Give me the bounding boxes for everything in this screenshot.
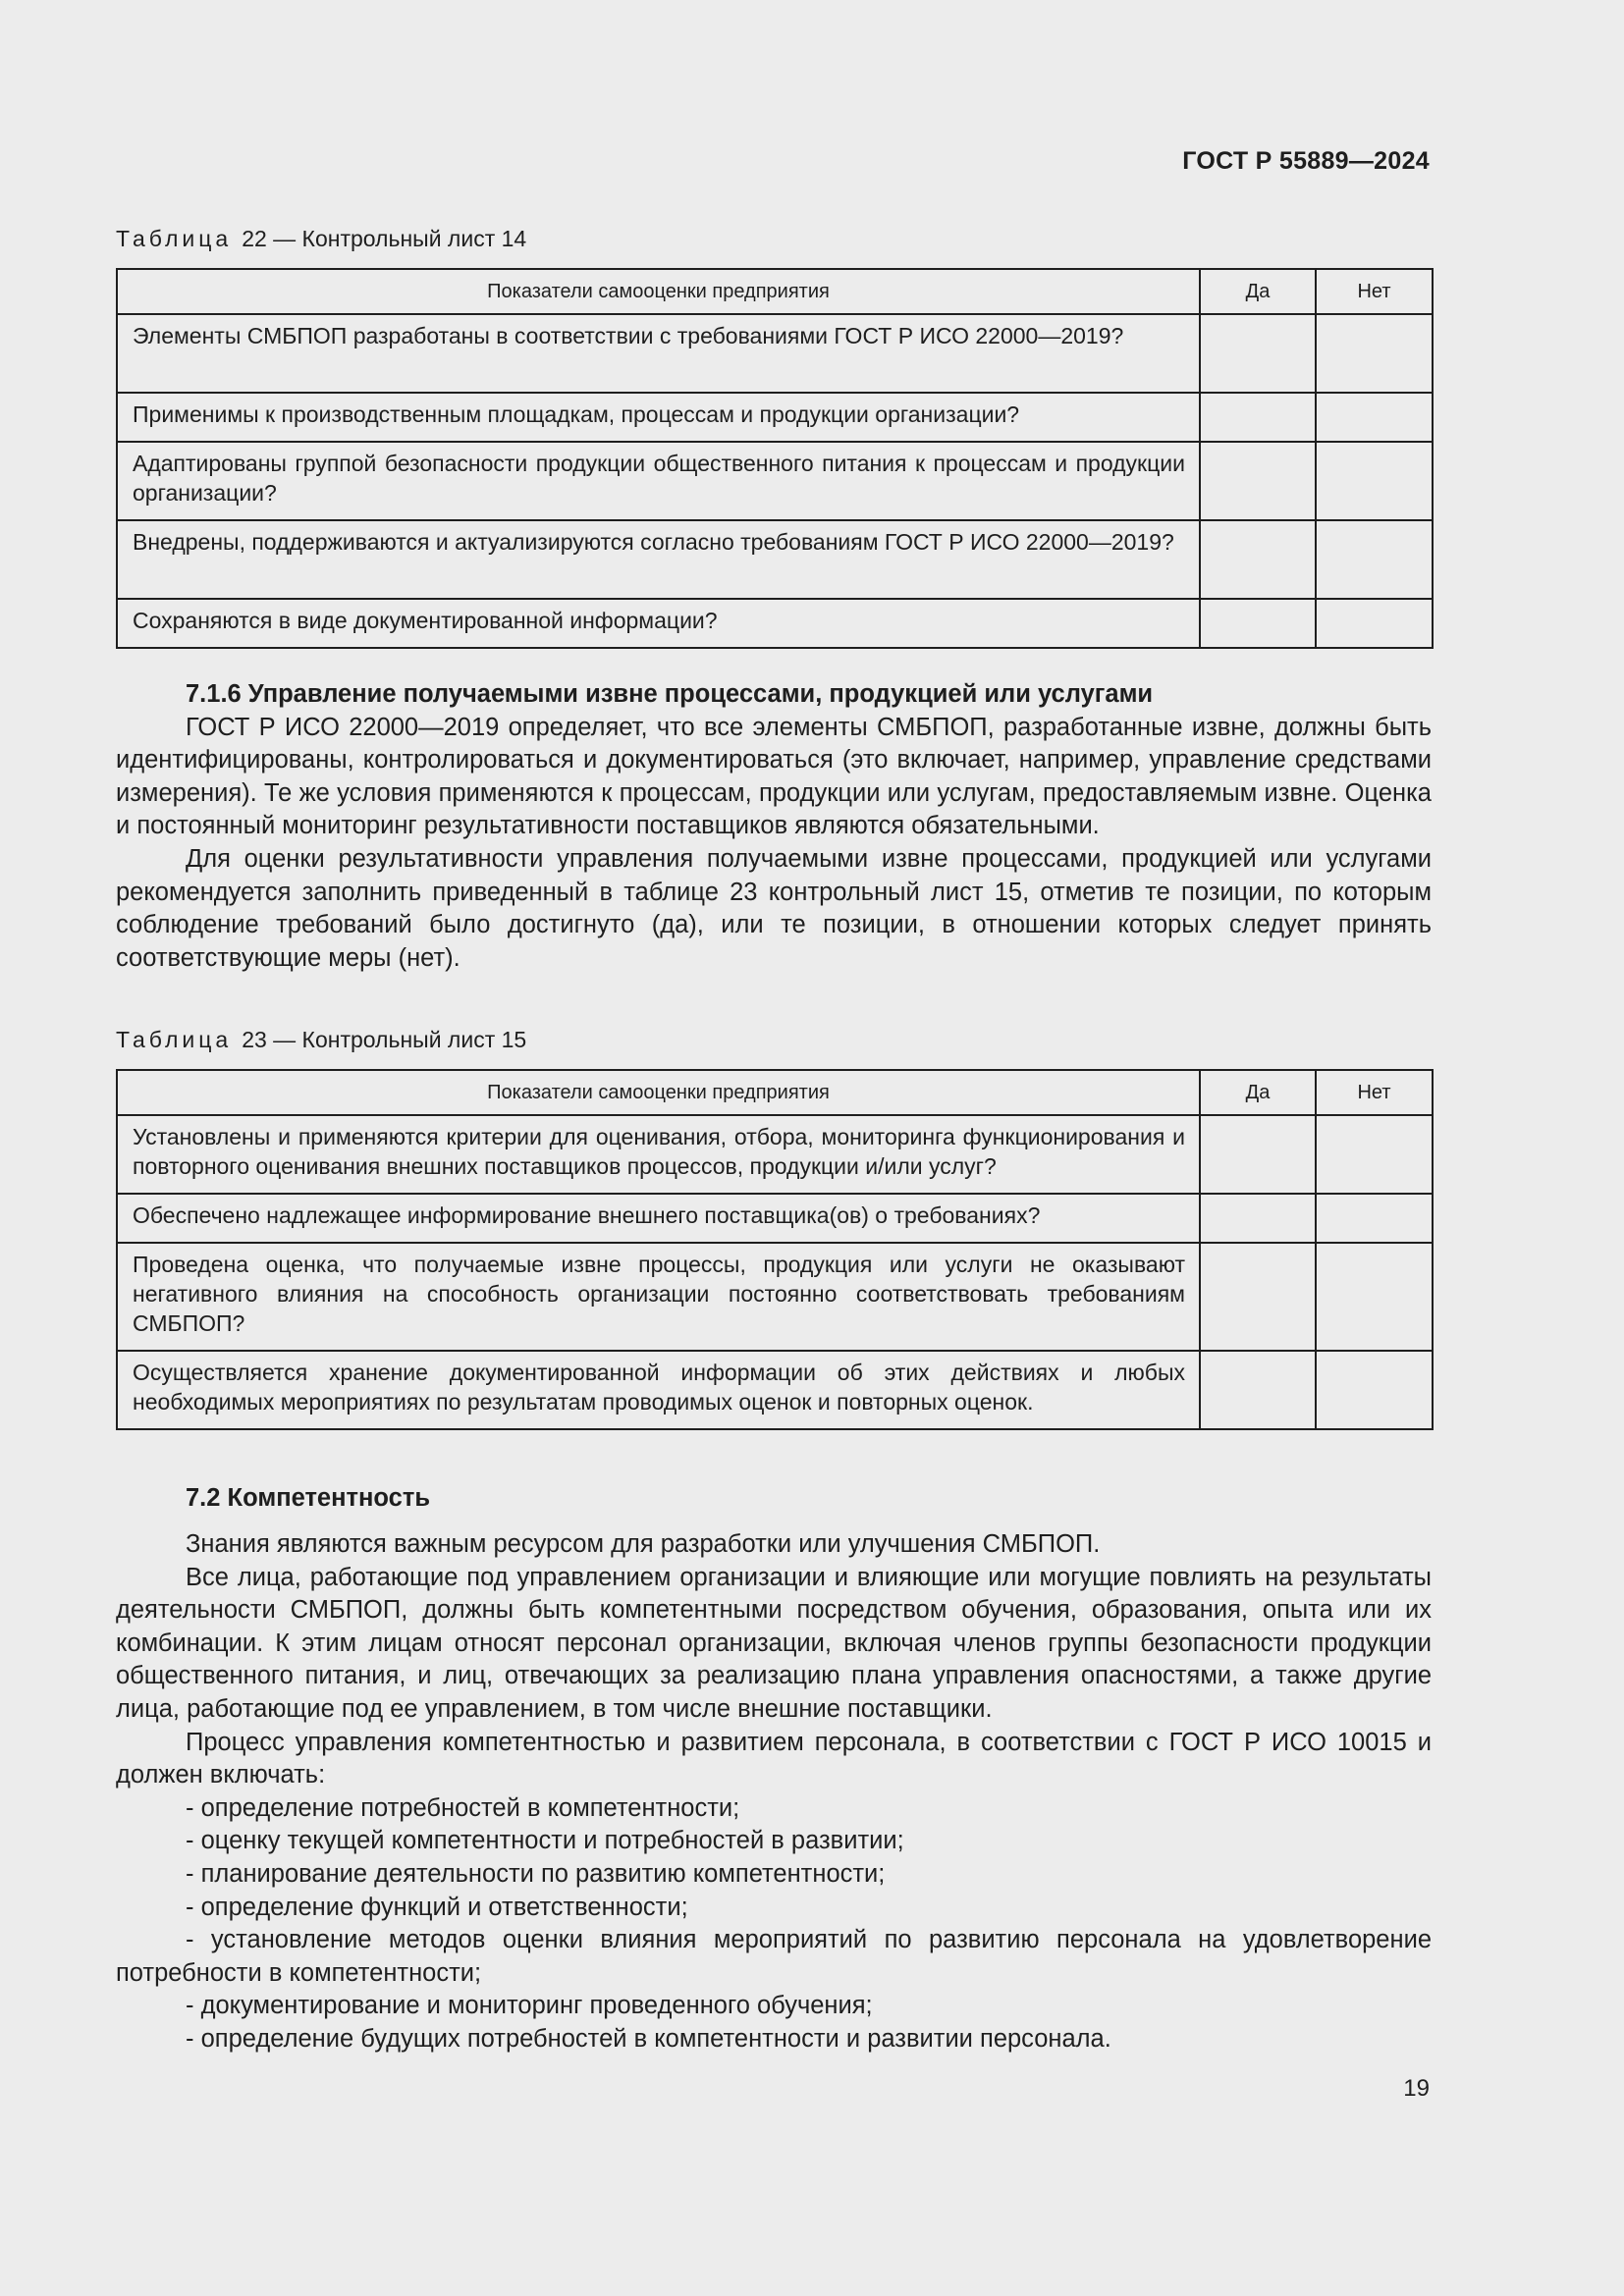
no-checkbox-cell[interactable] bbox=[1316, 1194, 1433, 1243]
table-row bbox=[117, 393, 1433, 442]
column-header-indicators: Показатели самооценки предприятия bbox=[117, 269, 1200, 314]
question-cell: Сохраняются в виде документированной информации? bbox=[117, 599, 1200, 648]
list-item: - определение будущих потребностей в компетентности и развитии персонала. bbox=[186, 2024, 1111, 2053]
table-row bbox=[117, 599, 1433, 648]
no-checkbox-cell[interactable] bbox=[1316, 1115, 1433, 1194]
section-7-1-6 bbox=[116, 678, 1432, 975]
page-number: 19 bbox=[1403, 2075, 1430, 2102]
column-header-no: Нет bbox=[1316, 269, 1433, 314]
table-row bbox=[117, 1194, 1433, 1243]
no-checkbox-cell[interactable] bbox=[1316, 1351, 1433, 1429]
list-item: - оценку текущей компетентности и потребностей в развитии; bbox=[186, 1827, 904, 1855]
paragraph: Знания являются важным ресурсом для разработки или улучшения СМБПОП. bbox=[186, 1530, 1101, 1558]
no-checkbox-cell[interactable] bbox=[1316, 314, 1433, 393]
column-header-no: Нет bbox=[1316, 1070, 1433, 1115]
yes-checkbox-cell[interactable] bbox=[1200, 599, 1316, 648]
question-cell: Проведена оценка, что получаемые извне процессы, продукция или услуги не оказывают негативного влияния на способность организации постоянно соответствовать требованиям СМБПОП? bbox=[117, 1243, 1200, 1351]
table-row bbox=[117, 314, 1433, 393]
column-header-yes: Да bbox=[1200, 269, 1316, 314]
table22-caption-prefix: Таблица bbox=[116, 226, 233, 251]
yes-checkbox-cell[interactable] bbox=[1200, 1351, 1316, 1429]
paragraph: Все лица, работающие под управлением организации и влияющие или могущие повлиять на результаты деятельности СМБПОП, должны быть компетентными посредством обучения, образования, опыта или их комбинации. К этим лицам относят персонал организации, включая членов группы безопасности продукции общественного питания, и лиц, отвечающих за реализацию плана управления опасностями, а также другие лица, работающие под ее управлением, в том числе внешние поставщики. bbox=[116, 1563, 1432, 1723]
table-row bbox=[117, 442, 1433, 520]
question-cell: Внедрены, поддерживаются и актуализируются согласно требованиям ГОСТ Р ИСО 22000—2019? bbox=[117, 520, 1200, 599]
no-checkbox-cell[interactable] bbox=[1316, 599, 1433, 648]
table23-caption-prefix: Таблица bbox=[116, 1027, 233, 1052]
question-cell: Обеспечено надлежащее информирование внешнего поставщика(ов) о требованиях? bbox=[117, 1194, 1200, 1243]
table22-caption-title: 22 — Контрольный лист 14 bbox=[242, 226, 527, 251]
table22-caption bbox=[116, 226, 526, 252]
list-item: - определение потребностей в компетентности; bbox=[186, 1793, 740, 1822]
checklist-table-23 bbox=[116, 1069, 1434, 1430]
question-cell: Элементы СМБПОП разработаны в соответствии с требованиями ГОСТ Р ИСО 22000—2019? bbox=[117, 314, 1200, 393]
no-checkbox-cell[interactable] bbox=[1316, 1243, 1433, 1351]
column-header-indicators: Показатели самооценки предприятия bbox=[117, 1070, 1200, 1115]
section-7-2 bbox=[116, 1482, 1432, 1516]
column-header-yes: Да bbox=[1200, 1070, 1316, 1115]
no-checkbox-cell[interactable] bbox=[1316, 442, 1433, 520]
list-item: - планирование деятельности по развитию компетентности; bbox=[186, 1859, 886, 1888]
yes-checkbox-cell[interactable] bbox=[1200, 1194, 1316, 1243]
yes-checkbox-cell[interactable] bbox=[1200, 1115, 1316, 1194]
question-cell: Установлены и применяются критерии для оценивания, отбора, мониторинга функционирования и повторного оценивания внешних поставщиков процессов, продукции и/или услуг? bbox=[117, 1115, 1200, 1194]
no-checkbox-cell[interactable] bbox=[1316, 520, 1433, 599]
section-heading: 7.1.6 Управление получаемыми извне процессами, продукцией или услугами bbox=[186, 680, 1154, 708]
no-checkbox-cell[interactable] bbox=[1316, 393, 1433, 442]
question-cell: Адаптированы группой безопасности продукции общественного питания к процессам и продукции организации? bbox=[117, 442, 1200, 520]
table-row bbox=[117, 520, 1433, 599]
list-item: - документирование и мониторинг проведенного обучения; bbox=[186, 1992, 873, 2020]
yes-checkbox-cell[interactable] bbox=[1200, 393, 1316, 442]
standard-designation: ГОСТ Р 55889—2024 bbox=[1182, 147, 1430, 175]
table23-caption-title: 23 — Контрольный лист 15 bbox=[242, 1027, 527, 1052]
yes-checkbox-cell[interactable] bbox=[1200, 520, 1316, 599]
section-heading: 7.2 Компетентность bbox=[186, 1484, 430, 1512]
checklist-table-22 bbox=[116, 268, 1434, 649]
list-item: - определение функций и ответственности; bbox=[186, 1893, 688, 1921]
table-row bbox=[117, 1243, 1433, 1351]
paragraph: ГОСТ Р ИСО 22000—2019 определяет, что все элементы СМБПОП, разработанные извне, должны быть идентифицированы, контролироваться и документироваться (это включает, например, управление средствами измерения). Те же условия применяются к процессам, продукции или услугам, предоставляемым извне. Оценка и постоянный мониторинг результативности поставщиков являются обязательными. bbox=[116, 713, 1432, 840]
table-header-row bbox=[117, 1070, 1433, 1115]
table-header-row bbox=[117, 269, 1433, 314]
section-7-2-body bbox=[116, 1528, 1432, 2056]
table23-caption bbox=[116, 1027, 526, 1053]
yes-checkbox-cell[interactable] bbox=[1200, 314, 1316, 393]
yes-checkbox-cell[interactable] bbox=[1200, 1243, 1316, 1351]
list-item: - установление методов оценки влияния мероприятий по развитию персонала на удовлетворение потребности в компетентности; bbox=[116, 1926, 1432, 1987]
paragraph: Процесс управления компетентностью и развитием персонала, в соответствии с ГОСТ Р ИСО 10015 и должен включать: bbox=[116, 1728, 1432, 1789]
table-row bbox=[117, 1115, 1433, 1194]
yes-checkbox-cell[interactable] bbox=[1200, 442, 1316, 520]
paragraph: Для оценки результативности управления получаемыми извне процессами, продукцией или услугами рекомендуется заполнить приведенный в таблице 23 контрольный лист 15, отметив те позиции, по которым соблюдение требований было достигнуто (да), или те позиции, в отношении которых следует принять соответствующие меры (нет). bbox=[116, 844, 1432, 972]
table-row bbox=[117, 1351, 1433, 1429]
question-cell: Применимы к производственным площадкам, процессам и продукции организации? bbox=[117, 393, 1200, 442]
question-cell: Осуществляется хранение документированной информации об этих действиях и любых необходимых мероприятиях по результатам проводимых оценок и повторных оценок. bbox=[117, 1351, 1200, 1429]
